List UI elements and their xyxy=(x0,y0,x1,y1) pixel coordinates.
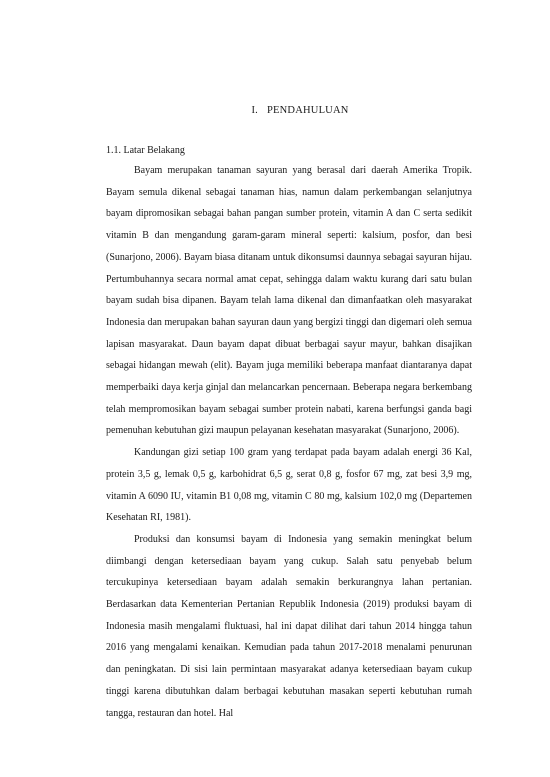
chapter-name: PENDAHULUAN xyxy=(267,105,349,116)
paragraph-3: Produksi dan konsumsi bayam di Indonesia yang semakin meningkat belum diimbangi dengan ketersediaan bayam yang cukup. Salah satu penyebab belum tercukupinya ketersediaan bayam adalah semakin berkurangnya lahan pertanian. Berdasarkan data Kementerian Pertanian Republik Indonesia (2019) produksi bayam di Indonesia masih mengalami fluktuasi, hal ini dapat dilihat dari tahun 2014 hingga tahun 2016 yang mengalami kenaikan. Kemudian pada tahun 2017-2018 menalami penurunan dan peningkatan. Di sisi lain permintaan masyarakat adanya ketersediaan bayam cukup tinggi karena dibutuhkan dalam berbagai kebutuhan masakan seperti kebutuhan rumah tangga, restauran dan hotel. Hal xyxy=(106,533,472,719)
section-heading: 1.1. Latar Belakang xyxy=(106,145,185,156)
chapter-title xyxy=(0,105,550,116)
paragraph-2: Kandungan gizi setiap 100 gram yang terdapat pada bayam adalah energi 36 Kal, protein 3,5 g, lemak 0,5 g, karbohidrat 6,5 g, serat 0,8 g, fosfor 67 mg, zat besi 3,9 mg, vitamin A 6090 IU, vitamin B1 0,08 mg, vitamin C 80 mg, kalsium 102,0 mg (Departemen Kesehatan RI, 1981). xyxy=(106,447,472,524)
body-text xyxy=(106,160,472,724)
paragraph-1: Bayam merupakan tanaman sayuran yang berasal dari daerah Amerika Tropik. Bayam semula dikenal sebagai tanaman hias, namun dalam perkembangan selanjutnya bayam dipromosikan sebagai bahan pangan sumber protein, vitamin A dan C serta sedikit vitamin B dan mengandung garam-garam mineral seperti: kalsium, posfor, dan besi (Sunarjono, 2006). Bayam biasa ditanam untuk dikonsumsi daunnya sebagai sayuran hijau. Pertumbuhannya secara normal amat cepat, sehingga dalam waktu kurang dari satu bulan bayam sudah bisa dipanen. Bayam telah lama dikenal dan dimanfaatkan oleh masyarakat Indonesia dan merupakan bahan sayuran daun yang bergizi tinggi dan digemari oleh semua lapisan masyarakat. Daun bayam dapat dibuat berbagai sayur mayur, bahkan disajikan sebagai hidangan mewah (elit). Bayam juga memiliki beberapa manfaat diantaranya dapat memperbaiki daya kerja ginjal dan melancarkan pencernaan. Beberapa negara berkembang telah mempromosikan bayam sebagai sumber protein nabati, karena berfungsi ganda bagi pemenuhan kebutuhan gizi maupun pelayanan kesehatan masyarakat (Sunarjono, 2006). xyxy=(106,165,472,437)
chapter-number: I. xyxy=(251,105,258,116)
